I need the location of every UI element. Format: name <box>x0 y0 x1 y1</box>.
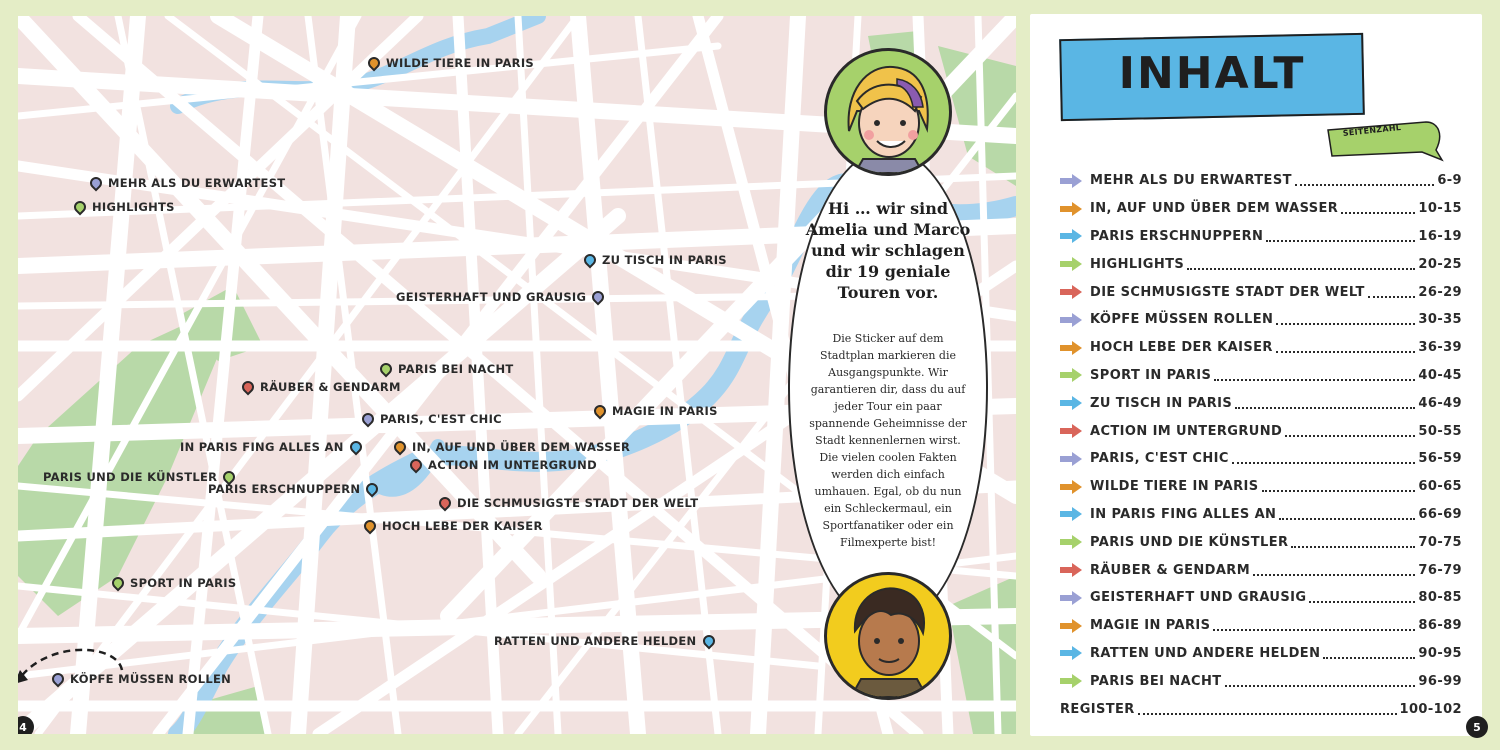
toc-entry-register[interactable] <box>1060 695 1462 723</box>
toc-entry-pages: 46-49 <box>1418 395 1462 411</box>
toc-entry[interactable] <box>1060 528 1462 556</box>
toc-entry-pages: 26-29 <box>1418 284 1462 300</box>
page-number-column-label: SEITENZAHL <box>1342 122 1402 139</box>
leader-dots <box>1295 173 1434 186</box>
map-marker-label: IN PARIS FING ALLES AN <box>180 440 344 454</box>
map-marker-label: WILDE TIERE IN PARIS <box>386 56 534 70</box>
toc-entry[interactable] <box>1060 556 1462 584</box>
arrow-right-icon <box>1060 368 1082 382</box>
toc-entry-title: RATTEN UND ANDERE HELDEN <box>1090 645 1321 661</box>
map-marker-schmusigste-stadt[interactable] <box>439 496 698 510</box>
leader-dots <box>1262 479 1416 492</box>
map-marker-label: HIGHLIGHTS <box>92 200 175 214</box>
map-marker-label: MEHR ALS DU ERWARTEST <box>108 176 286 190</box>
toc-entry[interactable] <box>1060 250 1462 278</box>
toc-entry[interactable] <box>1060 334 1462 362</box>
toc-entry-title: HIGHLIGHTS <box>1090 256 1185 272</box>
map-pin-icon <box>582 252 599 269</box>
toc-entry-title: ZU TISCH IN PARIS <box>1090 395 1233 411</box>
map-pin-icon <box>437 495 454 512</box>
arrow-right-icon <box>1060 341 1082 355</box>
leader-dots <box>1276 340 1416 353</box>
page-number-right: 5 <box>1466 716 1488 738</box>
toc-entry-title: PARIS UND DIE KÜNSTLER <box>1090 534 1289 550</box>
map-marker-mehr-als-du-erwartest[interactable] <box>90 176 285 190</box>
arrow-right-icon <box>1060 619 1082 633</box>
map-marker-ratten[interactable] <box>494 634 715 648</box>
toc-entry-pages: 96-99 <box>1418 673 1462 689</box>
toc-list <box>1060 167 1462 723</box>
map-pin-icon <box>88 175 105 192</box>
map-marker-paris-bei-nacht[interactable] <box>380 362 514 376</box>
leader-dots <box>1213 618 1415 631</box>
toc-entry-title: DIE SCHMUSIGSTE STADT DER WELT <box>1090 284 1365 300</box>
toc-entry-pages: 20-25 <box>1418 256 1462 272</box>
map-pin-icon <box>408 457 425 474</box>
map-marker-label: IN, AUF UND ÜBER DEM WASSER <box>412 440 631 454</box>
toc-entry[interactable] <box>1060 278 1462 306</box>
toc-entry[interactable] <box>1060 362 1462 390</box>
leader-dots <box>1266 229 1415 242</box>
map-marker-magie[interactable] <box>594 404 718 418</box>
boy-face-icon <box>827 575 949 697</box>
leader-dots <box>1253 563 1415 576</box>
map-marker-wilde-tiere[interactable] <box>368 56 534 70</box>
toc-entry-title: PARIS, C'EST CHIC <box>1090 451 1229 467</box>
map-pin-icon <box>364 481 381 498</box>
toc-entry-pages: 6-9 <box>1437 173 1462 189</box>
toc-entry-title: REGISTER <box>1060 701 1135 717</box>
map-marker-label: DIE SCHMUSIGSTE STADT DER WELT <box>457 496 699 510</box>
toc-entry[interactable] <box>1060 667 1462 695</box>
map-marker-label: PARIS ERSCHNUPPERN <box>208 482 361 496</box>
map-pin-icon <box>362 518 379 535</box>
map-marker-label: RÄUBER & GENDARM <box>260 380 401 394</box>
toc-entry[interactable] <box>1060 445 1462 473</box>
toc-entry-pages: 56-59 <box>1418 451 1462 467</box>
toc-entry-pages: 66-69 <box>1418 506 1462 522</box>
bubble-body: Die Sticker auf dem Stadtplan markieren die Ausgangspunkte. Wir garantieren dir, dass du auf jeder Tour ein paar spannende Geheimnisse der Stadt kennenlernen wirst. Die vielen coolen Fakten werden dich einfach umhauen. Egal, ob du nun ein Schleckermaul, ein Sportfanatiker oder ein Filmexperte bist! <box>809 332 967 549</box>
arrow-right-icon <box>1060 507 1082 521</box>
arrow-right-icon <box>1060 674 1082 688</box>
map-pin-icon <box>72 199 89 216</box>
leader-dots <box>1291 535 1415 548</box>
toc-entry[interactable] <box>1060 417 1462 445</box>
arrow-right-icon <box>1060 396 1082 410</box>
leader-dots <box>1232 451 1416 464</box>
toc-entry-title: MAGIE IN PARIS <box>1090 618 1211 634</box>
leader-dots <box>1214 368 1415 381</box>
toc-entry[interactable] <box>1060 640 1462 668</box>
map-pin-icon <box>347 439 364 456</box>
map-marker-label: PARIS UND DIE KÜNSTLER <box>43 470 218 484</box>
toc-entry-title: HOCH LEBE DER KAISER <box>1090 340 1273 356</box>
map-marker-raeuber-gendarm[interactable] <box>242 380 401 394</box>
map-marker-label: ACTION IM UNTERGRUND <box>428 458 597 472</box>
toc-entry-pages: 30-35 <box>1418 312 1462 328</box>
leader-dots <box>1225 674 1416 687</box>
leader-dots <box>1368 285 1416 298</box>
toc-entry-pages: 76-79 <box>1418 562 1462 578</box>
toc-entry-pages: 90-95 <box>1418 645 1462 661</box>
map-marker-wasser[interactable] <box>394 440 630 454</box>
map-pin-icon <box>110 575 127 592</box>
avatar-marco <box>824 572 952 700</box>
leader-dots <box>1341 201 1415 214</box>
map-marker-label: ZU TISCH IN PARIS <box>602 253 727 267</box>
leader-dots <box>1323 646 1415 659</box>
arrow-right-icon <box>1060 452 1082 466</box>
map-marker-label: GEISTERHAFT UND GRAUSIG <box>396 290 587 304</box>
map-marker-geisterhaft[interactable] <box>396 290 604 304</box>
toc-entry[interactable] <box>1060 501 1462 529</box>
arrow-right-icon <box>1060 424 1082 438</box>
toc-entry-pages: 70-75 <box>1418 534 1462 550</box>
leader-dots <box>1235 396 1415 409</box>
toc-entry-title: PARIS ERSCHNUPPERN <box>1090 228 1264 244</box>
toc-entry-pages: 100-102 <box>1399 701 1462 717</box>
toc-entry[interactable] <box>1060 389 1462 417</box>
toc-entry-pages: 40-45 <box>1418 367 1462 383</box>
paris-map <box>18 16 1016 734</box>
map-marker-paris-erschnuppern[interactable] <box>208 482 378 496</box>
dashed-arrow-icon <box>18 638 140 698</box>
toc-entry-title: MEHR ALS DU ERWARTEST <box>1090 173 1292 189</box>
toc-entry-pages: 16-19 <box>1418 228 1462 244</box>
toc-title: INHALT <box>1118 48 1306 99</box>
bubble-title: Hi … wir sind Amelia und Marco und wir schlagen dir 19 geniale Touren vor. <box>805 199 971 302</box>
map-pin-icon <box>592 403 609 420</box>
toc-entry[interactable] <box>1060 612 1462 640</box>
leader-dots <box>1138 702 1397 715</box>
map-marker-label: RATTEN UND ANDERE HELDEN <box>494 634 697 648</box>
arrow-right-icon <box>1060 646 1082 660</box>
toc-entry-title: SPORT IN PARIS <box>1090 367 1212 383</box>
toc-entry-title: IN PARIS FING ALLES AN <box>1090 506 1277 522</box>
toc-entry-title: IN, AUF UND ÜBER DEM WASSER <box>1090 201 1339 217</box>
toc-entry-pages: 86-89 <box>1418 618 1462 634</box>
map-marker-action-im-untergrund[interactable] <box>410 458 597 472</box>
toc-entry-pages: 36-39 <box>1418 340 1462 356</box>
map-marker-hoch-lebe-der-kaiser[interactable] <box>364 519 543 533</box>
map-marker-label: MAGIE IN PARIS <box>612 404 718 418</box>
toc-entry[interactable] <box>1060 223 1462 251</box>
map-marker-label: PARIS, C'EST CHIC <box>380 412 502 426</box>
arrow-right-icon <box>1060 202 1082 216</box>
arrow-right-icon <box>1060 591 1082 605</box>
leader-dots <box>1279 507 1415 520</box>
leader-dots <box>1309 590 1415 603</box>
arrow-right-icon <box>1060 229 1082 243</box>
map-marker-label: HOCH LEBE DER KAISER <box>382 519 543 533</box>
leader-dots <box>1276 312 1415 325</box>
toc-entry[interactable] <box>1060 584 1462 612</box>
map-marker-label: PARIS BEI NACHT <box>398 362 514 376</box>
arrow-right-icon <box>1060 563 1082 577</box>
map-pin-icon <box>360 411 377 428</box>
toc-entry[interactable] <box>1060 195 1462 223</box>
toc-entry-title: ACTION IM UNTERGRUND <box>1090 423 1283 439</box>
toc-entry[interactable] <box>1060 167 1462 195</box>
map-marker-sport[interactable] <box>112 576 236 590</box>
avatar-amelia <box>824 48 952 176</box>
arrow-right-icon <box>1060 480 1082 494</box>
toc-entry[interactable] <box>1060 306 1462 334</box>
map-marker-kuenstler[interactable] <box>43 470 235 484</box>
arrow-right-icon <box>1060 257 1082 271</box>
arrow-right-icon <box>1060 535 1082 549</box>
toc-entry-title: KÖPFE MÜSSEN ROLLEN <box>1090 312 1274 328</box>
map-marker-label: KÖPFE MÜSSEN ROLLEN <box>70 672 232 686</box>
arrow-right-icon <box>1060 285 1082 299</box>
leader-dots <box>1285 424 1415 437</box>
map-pin-icon <box>366 55 383 72</box>
map-marker-zu-tisch[interactable] <box>584 253 727 267</box>
page-number-left: 4 <box>18 716 34 734</box>
arrow-right-icon <box>1060 174 1082 188</box>
girl-face-icon <box>827 51 949 173</box>
arrow-right-icon <box>1060 313 1082 327</box>
map-marker-in-paris-fing-alles-an[interactable] <box>180 440 362 454</box>
toc-entry-title: PARIS BEI NACHT <box>1090 673 1222 689</box>
toc-entry[interactable] <box>1060 473 1462 501</box>
map-marker-label: SPORT IN PARIS <box>130 576 237 590</box>
map-pin-icon <box>378 361 395 378</box>
toc-entry-pages: 60-65 <box>1418 479 1462 495</box>
leader-dots <box>1187 257 1415 270</box>
toc-entry-title: GEISTERHAFT UND GRAUSIG <box>1090 590 1307 606</box>
toc-entry-pages: 50-55 <box>1418 423 1462 439</box>
map-marker-paris-cest-chic[interactable] <box>362 412 502 426</box>
map-pin-icon <box>700 633 717 650</box>
toc-entry-pages: 80-85 <box>1418 590 1462 606</box>
map-pin-icon <box>590 289 607 306</box>
toc-entry-pages: 10-15 <box>1418 201 1462 217</box>
toc-entry-title: WILDE TIERE IN PARIS <box>1090 479 1259 495</box>
map-marker-highlights[interactable] <box>74 200 175 214</box>
map-pin-icon <box>392 439 409 456</box>
toc-entry-title: RÄUBER & GENDARM <box>1090 562 1251 578</box>
map-pin-icon <box>240 379 257 396</box>
